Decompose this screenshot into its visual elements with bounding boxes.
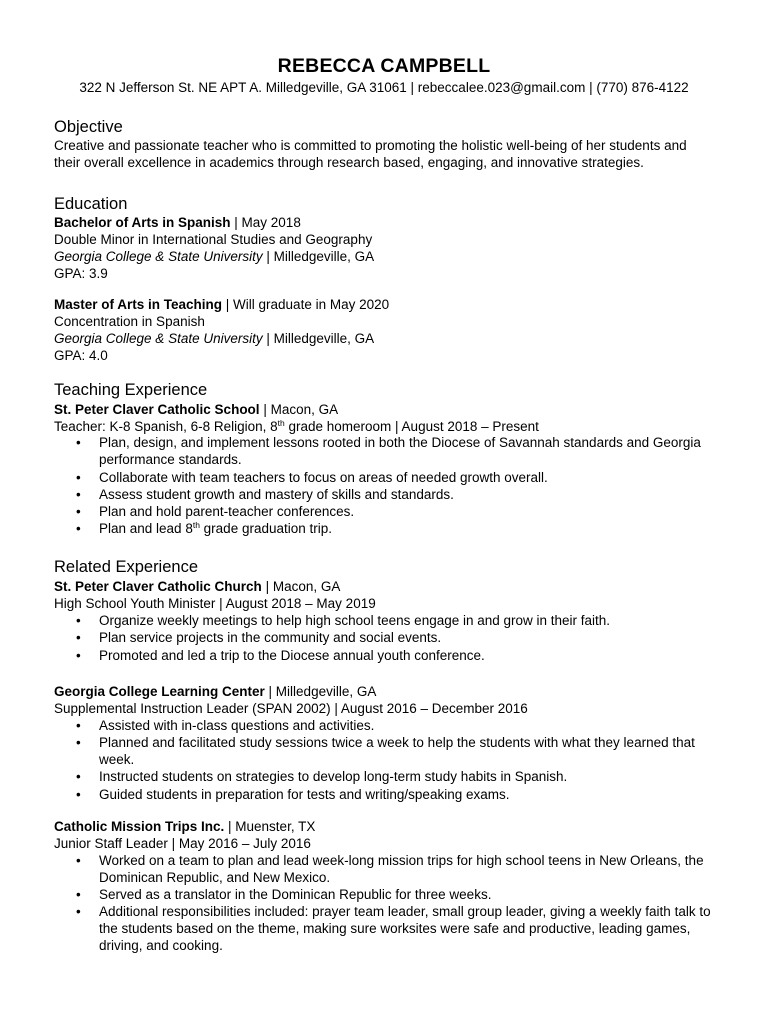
job-org <box>54 818 315 835</box>
bullet-icon: • <box>76 769 81 784</box>
org-location: | Macon, GA <box>261 579 341 594</box>
teaching-experience-heading: Teaching Experience <box>54 381 208 399</box>
bullet-text: Instructed students on strategies to develop long-term study habits in Spanish. <box>99 769 568 784</box>
job-role: Junior Staff Leader | May 2016 – July 2016 <box>54 836 311 851</box>
bullet-icon: • <box>76 435 81 450</box>
bullet-text: Worked on a team to plan and lead week-long mission trips for high school teens in New Orleans, the Dominican Republic, and New Mexico. <box>99 853 704 885</box>
bullet-text: Collaborate with team teachers to focus on areas of needed growth overall. <box>99 470 548 485</box>
contact-info: 322 N Jefferson St. NE APT A. Milledgeville, GA 31061 | rebeccalee.023@gmail.com | (770) 876-4122 <box>79 80 689 95</box>
degree-detail: Concentration in Spanish <box>54 314 205 329</box>
org-location: | Macon, GA <box>259 402 339 417</box>
degree-title <box>54 214 301 231</box>
role-text: Teacher: K-8 Spanish, 6-8 Religion, 8 <box>54 419 278 434</box>
bullet-icon: • <box>76 787 81 802</box>
role-text: grade homeroom | August 2018 – Present <box>284 419 539 434</box>
bullet-text: Organize weekly meetings to help high school teens engage in and grow in their faith. <box>99 613 611 628</box>
bullet-icon: • <box>76 904 81 919</box>
resume-name: REBECCA CAMPBELL <box>277 55 491 77</box>
bullet-text: Planned and facilitated study sessions twice a week to help the students with what they learned that week. <box>99 735 695 767</box>
bullet-text: Plan and hold parent-teacher conferences. <box>99 504 355 519</box>
objective-heading: Objective <box>54 118 123 136</box>
bullet-icon: • <box>76 853 81 868</box>
bullet-icon: • <box>76 487 81 502</box>
org-name: Catholic Mission Trips Inc. <box>54 819 225 834</box>
bullet-icon: • <box>76 735 81 750</box>
degree-name: Master of Arts in Teaching <box>54 297 223 312</box>
objective-text-line-2: their overall excellence in academics through research based, engaging, and innovative strategies. <box>54 155 644 170</box>
degree-date: | Will graduate in May 2020 <box>222 297 390 312</box>
degree-gpa: GPA: 4.0 <box>54 348 108 363</box>
job-org <box>54 683 376 700</box>
bullet-icon: • <box>76 521 81 536</box>
related-experience-heading: Related Experience <box>54 558 199 576</box>
degree-detail: Double Minor in International Studies and Geography <box>54 232 373 247</box>
objective-text-line-1: Creative and passionate teacher who is committed to promoting the holistic well-being of her students and <box>54 138 687 153</box>
bullet-text: Served as a translator in the Dominican Republic for three weeks. <box>99 887 492 902</box>
degree-school <box>54 248 374 265</box>
bullet-text <box>99 520 719 537</box>
job-role: High School Youth Minister | August 2018 – May 2019 <box>54 596 376 611</box>
job-role <box>54 418 539 435</box>
bullet-text: Assess student growth and mastery of skills and standards. <box>99 487 454 502</box>
job-role: Supplemental Instruction Leader (SPAN 2002) | August 2016 – December 2016 <box>54 701 528 716</box>
degree-gpa: GPA: 3.9 <box>54 266 108 281</box>
education-heading: Education <box>54 195 128 213</box>
ordinal-suffix: th <box>192 520 200 530</box>
org-name: Georgia College Learning Center <box>54 684 265 699</box>
bullet-icon: • <box>76 630 81 645</box>
bullet-icon: • <box>76 887 81 902</box>
bullet-text: Additional responsibilities included: prayer team leader, small group leader, giving a weekly faith talk to the students based on the theme, making sure worksites were safe and productive, leading games, driving, and cooking. <box>99 904 711 953</box>
job-org <box>54 401 338 418</box>
bullet-icon: • <box>76 613 81 628</box>
bullet-text: Promoted and led a trip to the Diocese annual youth conference. <box>99 648 485 663</box>
school-location: | Milledgeville, GA <box>262 249 375 264</box>
org-location: | Milledgeville, GA <box>264 684 377 699</box>
ordinal-suffix: th <box>277 418 285 428</box>
job-org <box>54 578 340 595</box>
degree-name: Bachelor of Arts in Spanish <box>54 215 231 230</box>
bullet-icon: • <box>76 504 81 519</box>
org-name: St. Peter Claver Catholic Church <box>54 579 262 594</box>
org-location: | Muenster, TX <box>224 819 316 834</box>
bullet-text-part: grade graduation trip. <box>199 521 333 536</box>
degree-title <box>54 296 389 313</box>
bullet-icon: • <box>76 718 81 733</box>
school-location: | Milledgeville, GA <box>262 331 375 346</box>
bullet-text-part: Plan and lead 8 <box>99 521 193 536</box>
bullet-text: Plan service projects in the community and social events. <box>99 630 442 645</box>
bullet-text: Assisted with in-class questions and activities. <box>99 718 375 733</box>
school-name: Georgia College & State University <box>54 249 263 264</box>
degree-date: | May 2018 <box>230 215 301 230</box>
bullet-text: Plan, design, and implement lessons rooted in both the Diocese of Savannah standards and Georgia performance standards. <box>99 435 701 467</box>
org-name: St. Peter Claver Catholic School <box>54 402 260 417</box>
bullet-text: Guided students in preparation for tests and writing/speaking exams. <box>99 787 510 802</box>
degree-school <box>54 330 374 347</box>
bullet-icon: • <box>76 648 81 663</box>
bullet-icon: • <box>76 470 81 485</box>
school-name: Georgia College & State University <box>54 331 263 346</box>
